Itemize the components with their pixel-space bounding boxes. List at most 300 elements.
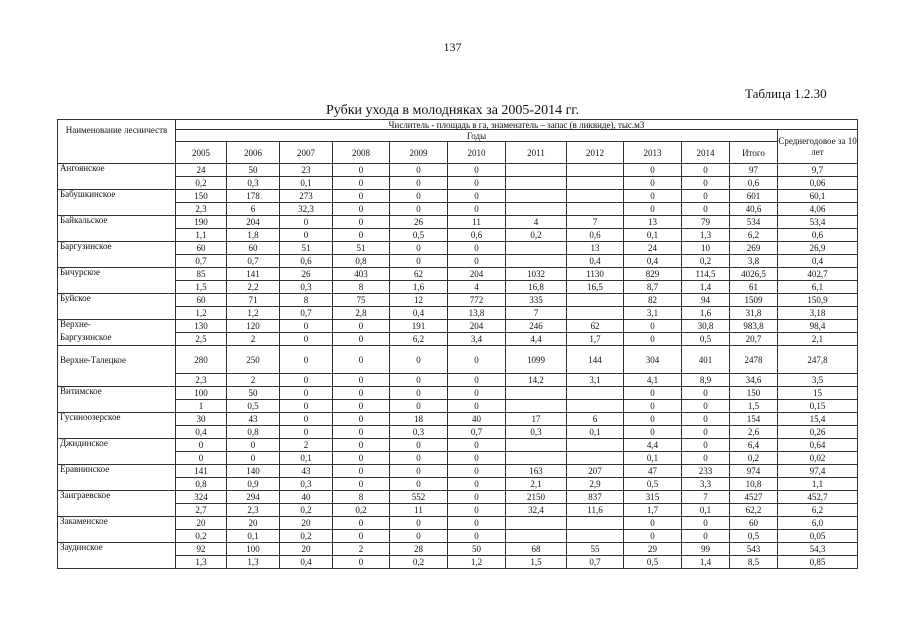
volume-cell: 0,4 [280,556,333,569]
volume-cell: 0,7 [567,556,624,569]
volume-cell [506,255,567,268]
volume-cell: 0,26 [778,426,858,439]
area-cell: 0 [333,190,390,203]
volume-cell: 2,3 [227,504,280,517]
area-cell: 0 [390,439,448,452]
volume-cell: 2 [227,374,280,387]
area-cell: 601 [730,190,778,203]
table-row-volume [58,556,858,569]
area-cell: 47 [624,465,682,478]
volume-cell: 0,4 [390,307,448,320]
forestry-name-continued [58,203,176,216]
area-cell: 401 [682,346,730,374]
area-cell: 0 [682,387,730,400]
volume-cell: 1,4 [682,281,730,294]
volume-cell: 0,06 [778,177,858,190]
area-cell: 452,7 [778,491,858,504]
area-cell: 12 [390,294,448,307]
volume-cell: 0,8 [227,426,280,439]
area-cell: 0 [624,517,682,530]
table-row-area [58,346,858,374]
area-cell: 204 [227,216,280,229]
volume-cell: 1,2 [227,307,280,320]
area-cell: 120 [227,320,280,333]
volume-cell: 8 [333,281,390,294]
area-cell: 144 [567,346,624,374]
area-cell: 294 [227,491,280,504]
area-cell: 60,1 [778,190,858,203]
volume-cell: 0,5 [390,229,448,242]
forestry-name-continued [58,478,176,491]
volume-cell: 6,2 [390,333,448,346]
volume-cell: 0 [682,530,730,543]
volume-cell [567,177,624,190]
area-cell: 150 [176,190,227,203]
volume-cell: 1,1 [176,229,227,242]
volume-cell: 0 [624,400,682,413]
volume-cell: 0,2 [730,452,778,465]
volume-cell: 1,5 [176,281,227,294]
area-cell: 50 [448,543,506,556]
area-cell: 983,8 [730,320,778,333]
table-row-volume [58,478,858,491]
forestry-name-continued [58,504,176,517]
area-cell: 130 [176,320,227,333]
table-row-volume [58,426,858,439]
table-row-volume [58,530,858,543]
volume-cell: 6,2 [730,229,778,242]
area-cell: 68 [506,543,567,556]
forestry-name-continued [58,452,176,465]
area-cell: 974 [730,465,778,478]
forestry-name: Витимское [58,387,176,400]
volume-cell: 0 [682,400,730,413]
area-cell: 233 [682,465,730,478]
volume-cell: 0,7 [280,307,333,320]
years-header: Годы [176,130,778,142]
year-header: 2007 [280,142,333,164]
area-cell: 402,7 [778,268,858,281]
volume-cell: 0 [333,452,390,465]
volume-cell: 8,7 [624,281,682,294]
forestry-name-continued: Баргузинское [58,333,176,346]
area-cell: 772 [448,294,506,307]
area-cell: 18 [390,413,448,426]
year-header: 2011 [506,142,567,164]
table-row-area [58,491,858,504]
table-row-volume [58,203,858,216]
area-cell: 204 [448,320,506,333]
volume-cell: 3,3 [682,478,730,491]
area-cell [567,387,624,400]
volume-cell: 4,06 [778,203,858,216]
table-row-area [58,164,858,177]
volume-cell: 0,5 [730,530,778,543]
volume-cell: 3,1 [624,307,682,320]
volume-cell: 13,8 [448,307,506,320]
table-row-volume [58,255,858,268]
area-cell: 24 [176,164,227,177]
area-cell: 154 [730,413,778,426]
table-row-area [58,268,858,281]
forestry-name: Еравнинское [58,465,176,478]
area-cell: 273 [280,190,333,203]
volume-cell: 0 [390,255,448,268]
area-cell: 20 [227,517,280,530]
area-cell: 79 [682,216,730,229]
area-cell: 335 [506,294,567,307]
table-row-area [58,465,858,478]
volume-cell: 0,6 [280,255,333,268]
volume-cell: 11 [390,504,448,517]
volume-cell: 0,2 [176,177,227,190]
area-cell: 100 [176,387,227,400]
volume-cell: 0 [280,333,333,346]
area-cell: 207 [567,465,624,478]
area-cell: 0 [448,517,506,530]
area-cell: 60 [227,242,280,255]
volume-cell: 0,9 [227,478,280,491]
volume-cell: 0 [390,478,448,491]
volume-cell: 32,3 [280,203,333,216]
volume-cell: 6,1 [778,281,858,294]
area-cell: 55 [567,543,624,556]
volume-cell: 0 [280,374,333,387]
volume-cell [506,203,567,216]
area-cell: 250 [227,346,280,374]
area-cell: 0 [280,413,333,426]
area-cell: 26,9 [778,242,858,255]
volume-cell: 10,8 [730,478,778,491]
area-cell: 6 [567,413,624,426]
area-cell: 51 [333,242,390,255]
area-cell: 0 [390,387,448,400]
area-cell: 543 [730,543,778,556]
volume-cell: 0,2 [390,556,448,569]
area-cell: 0 [333,465,390,478]
area-cell: 40 [448,413,506,426]
area-cell: 0 [448,164,506,177]
area-cell [506,242,567,255]
area-cell: 0 [448,465,506,478]
forestry-name: Гусиноозерское [58,413,176,426]
area-cell: 829 [624,268,682,281]
volume-cell: 1,3 [682,229,730,242]
volume-cell: 3,5 [778,374,858,387]
volume-cell: 1,4 [682,556,730,569]
area-cell: 2478 [730,346,778,374]
area-cell: 60 [176,242,227,255]
volume-cell: 0,1 [682,504,730,517]
volume-cell: 0 [448,478,506,491]
volume-cell: 2,8 [333,307,390,320]
volume-cell: 1,3 [176,556,227,569]
area-cell [567,517,624,530]
area-cell: 837 [567,491,624,504]
area-cell: 29 [624,543,682,556]
forestry-name-continued [58,374,176,387]
volume-cell: 0,3 [506,426,567,439]
forestry-name-continued [58,400,176,413]
volume-cell: 1,6 [390,281,448,294]
area-cell: 6,4 [730,439,778,452]
area-cell: 0 [390,190,448,203]
area-cell [506,190,567,203]
volume-cell: 0 [333,400,390,413]
table-row-volume [58,504,858,517]
volume-cell: 0,2 [280,530,333,543]
area-cell: 534 [730,216,778,229]
volume-cell: 2 [227,333,280,346]
volume-cell: 32,4 [506,504,567,517]
volume-cell: 2,6 [730,426,778,439]
area-cell: 7 [567,216,624,229]
area-cell: 140 [227,465,280,478]
volume-cell: 0 [682,203,730,216]
table-row-volume [58,177,858,190]
area-cell: 26 [280,268,333,281]
area-cell: 75 [333,294,390,307]
area-cell: 0 [227,439,280,452]
forestry-name-continued [58,281,176,294]
area-cell: 403 [333,268,390,281]
volume-cell: 3,4 [448,333,506,346]
volume-cell: 0 [390,530,448,543]
area-cell: 50 [227,387,280,400]
area-cell [506,387,567,400]
forestry-name-continued [58,255,176,268]
volume-cell: 4 [448,281,506,294]
area-cell: 0 [333,517,390,530]
volume-cell: 0,7 [448,426,506,439]
volume-cell: 0,7 [227,255,280,268]
area-cell: 324 [176,491,227,504]
volume-cell: 0 [390,400,448,413]
area-cell: 0 [448,491,506,504]
volume-cell: 0 [333,556,390,569]
area-cell: 23 [280,164,333,177]
area-cell: 0 [280,216,333,229]
volume-cell: 0,5 [624,478,682,491]
area-cell: 0 [624,413,682,426]
area-cell: 0 [682,190,730,203]
volume-cell: 0 [333,333,390,346]
volume-cell [567,203,624,216]
forestry-name: Верхне-Талецкое [58,346,176,374]
area-cell: 13 [624,216,682,229]
volume-cell: 1 [176,400,227,413]
area-cell: 246 [506,320,567,333]
area-cell: 0 [176,439,227,452]
table-row-area [58,517,858,530]
volume-cell: 0 [624,333,682,346]
forestry-name-continued [58,307,176,320]
area-cell [506,439,567,452]
volume-cell: 0,6 [448,229,506,242]
year-header-row [58,142,858,164]
area-cell: 0 [333,216,390,229]
area-cell: 17 [506,413,567,426]
area-cell: 24 [624,242,682,255]
table-row-volume [58,452,858,465]
volume-cell: 0 [390,374,448,387]
area-cell: 0 [333,346,390,374]
area-cell: 0 [390,242,448,255]
area-cell: 191 [390,320,448,333]
volume-cell: 20,7 [730,333,778,346]
volume-cell: 0 [333,177,390,190]
volume-cell: 7 [506,307,567,320]
area-cell: 0 [448,190,506,203]
volume-cell: 0 [624,203,682,216]
area-cell: 0 [333,413,390,426]
table-row-area [58,320,858,333]
volume-cell: 0,4 [567,255,624,268]
area-cell: 15,4 [778,413,858,426]
area-cell: 150,9 [778,294,858,307]
volume-cell: 0,4 [176,426,227,439]
volume-cell: 16,8 [506,281,567,294]
volume-cell: 0 [448,452,506,465]
average-header: Среднегодовое за 10 лет [778,130,858,164]
volume-cell: 0,2 [506,229,567,242]
page-number: 137 [443,40,462,54]
area-cell: 20 [280,543,333,556]
year-header: 2009 [390,142,448,164]
area-cell: 0 [682,517,730,530]
area-cell: 552 [390,491,448,504]
area-cell: 4,4 [624,439,682,452]
volume-cell: 0 [448,504,506,517]
volume-cell: 8,5 [730,556,778,569]
area-cell: 0 [624,320,682,333]
forestry-name-continued [58,556,176,569]
volume-cell: 0 [280,229,333,242]
volume-cell: 2,1 [506,478,567,491]
volume-cell: 0,8 [333,255,390,268]
total-header: Итого [730,142,778,164]
table-row-volume [58,400,858,413]
volume-cell: 1,7 [567,333,624,346]
volume-cell: 0 [624,426,682,439]
forestry-name: Джидинское [58,439,176,452]
volume-cell: 0,2 [280,504,333,517]
table-number: Таблица 1.2.30 [745,86,827,101]
volume-cell: 0 [333,229,390,242]
area-cell: 0 [448,387,506,400]
volume-cell: 61 [730,281,778,294]
volume-cell: 0,3 [390,426,448,439]
table-row-area [58,242,858,255]
volume-cell: 0,5 [624,556,682,569]
volume-cell: 3,18 [778,307,858,320]
volume-cell [567,530,624,543]
volume-cell: 1,2 [448,556,506,569]
volume-cell: 1,2 [176,307,227,320]
area-cell: 1032 [506,268,567,281]
area-cell: 0 [448,439,506,452]
year-header: 2005 [176,142,227,164]
table-row-area [58,413,858,426]
area-cell: 8 [333,491,390,504]
volume-cell: 0 [448,203,506,216]
area-cell: 30,8 [682,320,730,333]
area-cell [506,517,567,530]
area-cell: 6,0 [778,517,858,530]
year-header: 2012 [567,142,624,164]
area-cell: 190 [176,216,227,229]
area-cell: 62 [390,268,448,281]
volume-cell: 0 [624,530,682,543]
volume-cell: 0,5 [682,333,730,346]
volume-cell: 0,4 [778,255,858,268]
volume-cell: 0,3 [280,478,333,491]
area-cell: 62 [567,320,624,333]
volume-cell: 14,2 [506,374,567,387]
volume-cell: 6,2 [778,504,858,517]
volume-cell: 0,02 [778,452,858,465]
volume-cell: 2,3 [176,374,227,387]
area-cell: 0 [280,387,333,400]
volume-cell: 0 [448,400,506,413]
forestry-name: Буйское [58,294,176,307]
forestry-name: Ангоянское [58,164,176,177]
volume-cell: 0,1 [280,452,333,465]
volume-cell [567,400,624,413]
area-cell: 4527 [730,491,778,504]
area-cell: 150 [730,387,778,400]
area-cell: 26 [390,216,448,229]
volume-cell: 1,5 [506,556,567,569]
table-row-volume [58,333,858,346]
table-row-area [58,387,858,400]
area-cell: 141 [176,465,227,478]
table-row-area [58,190,858,203]
area-cell: 11 [448,216,506,229]
volume-cell: 0,6 [567,229,624,242]
area-cell: 0 [390,465,448,478]
volume-cell: 2,2 [227,281,280,294]
volume-cell: 0,3 [280,281,333,294]
area-cell: 51 [280,242,333,255]
area-cell: 0,64 [778,439,858,452]
table-row-volume [58,307,858,320]
table-title: Рубки ухода в молодняках за 2005-2014 гг. [326,103,579,118]
volume-cell: 0 [682,452,730,465]
area-cell: 0 [682,413,730,426]
volume-cell: 8,9 [682,374,730,387]
area-cell: 13 [567,242,624,255]
volume-cell: 0,1 [280,177,333,190]
area-cell: 43 [227,413,280,426]
volume-cell: 1,8 [227,229,280,242]
area-cell: 1099 [506,346,567,374]
volume-cell: 4,4 [506,333,567,346]
volume-cell: 2,3 [176,203,227,216]
forestry-name-continued [58,229,176,242]
area-cell: 0 [333,320,390,333]
volume-cell: 31,8 [730,307,778,320]
area-cell: 0 [624,387,682,400]
volume-cell [567,307,624,320]
area-cell: 114,5 [682,268,730,281]
year-header: 2013 [624,142,682,164]
forestry-name-continued [58,530,176,543]
volume-cell: 0 [280,426,333,439]
table-row-area [58,216,858,229]
area-cell: 0 [448,242,506,255]
area-cell: 2 [280,439,333,452]
